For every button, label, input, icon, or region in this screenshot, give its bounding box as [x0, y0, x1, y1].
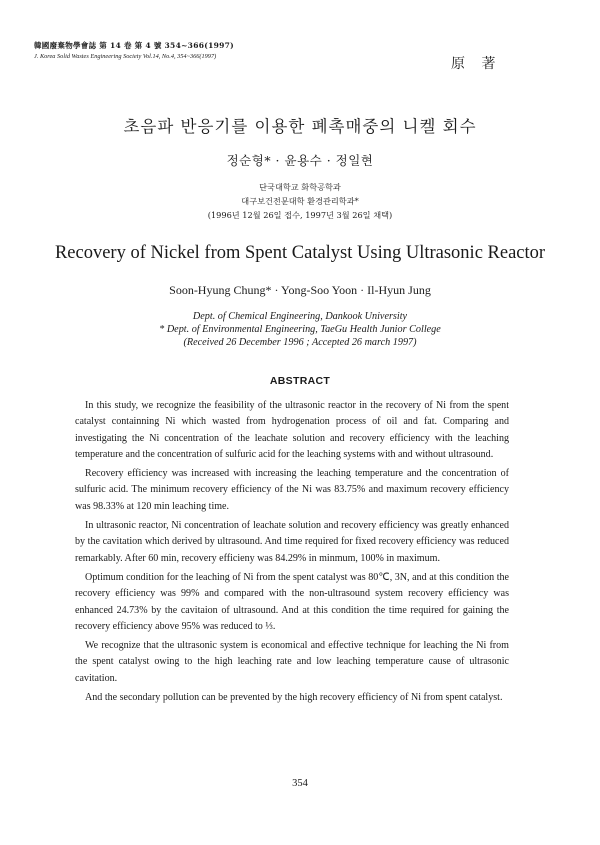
abstract-paragraph: In this study, we recognize the feasibility of the ultrasonic reactor in the recovery of Ni from the spent catalyst containning Ni which wasted from hydrogenation process of oil and fat. Comparing and investigating the Ni concentration of the leachate solution and recovery efficiency with the leaching temperature and the concentration of sulfuric acid for the leaching systems with and without ultrasound.	[75, 400, 509, 460]
korean-affiliation-2: 대구보건전문대학 환경관리학과*	[241, 196, 359, 206]
korean-authors: 정순형* · 윤용수 · 정일현	[226, 153, 374, 168]
abstract-paragraph: In ultrasonic reactor, Ni concentration of leachate solution and recovery efficiency was greatly enhanced by the cavitation which derived by ultrasound. And time required for fixed recovery efficiency was reduced remarkably. After 60 min, recovery efficieny was 84.29% in minmum, 100% in maximum.	[75, 520, 509, 564]
korean-affiliation-1: 단국대학교 화학공학과	[259, 182, 341, 192]
abstract-body	[75, 398, 509, 706]
journal-citation-english: J. Korea Solid Wastes Engineering Society Vol.14, No.4, 354~366(1997)	[34, 53, 217, 60]
page-number: 354	[292, 778, 308, 789]
english-dates: (Received 26 December 1996 ; Accepted 26 march 1997)	[183, 337, 417, 348]
abstract-paragraph: Optimum condition for the leaching of Ni from the spent catalyst was 80℃, 3N, and at this condition the recovery efficiency was 99% and compared with the non-ultrasound system recovery efficiency was enhanced 24.73% by the cavitaion of ultrasound. And at this condition the time required for gaining the recovery efficiency above 95% was reduced to ⅓.	[75, 571, 509, 632]
english-affiliation-2: * Dept. of Environmental Engineering, TaeGu Health Junior College	[159, 324, 441, 335]
journal-citation-korean: 韓國廢棄物學會誌 第 14 卷 第 4 號 354~366(1997)	[34, 41, 234, 50]
abstract-paragraph: Recovery efficiency was increased with increasing the leaching temperature and the concentration of sulfuric acid. The minimum recovery efficiency of the Ni was 83.75% and maximum recovery efficiency was 98.33% at 120 min leaching time.	[75, 468, 509, 512]
english-authors: Soon-Hyung Chung* · Yong-Soo Yoon · Il-Hyun Jung	[169, 283, 431, 297]
abstract-heading: ABSTRACT	[269, 375, 331, 387]
abstract-paragraph: And the secondary pollution can be prevented by the high recovery efficiency of Ni from spent catalyst.	[85, 692, 503, 704]
article-type-label: 原 著	[451, 56, 502, 72]
journal-header	[34, 40, 454, 60]
korean-title: 초음파 반응기를 이용한 폐촉매중의 니켈 회수	[123, 117, 477, 136]
english-affiliation-1: Dept. of Chemical Engineering, Dankook University	[192, 311, 408, 322]
abstract-paragraph: We recognize that the ultrasonic system is economical and effective technique for leaching the Ni from the spent catalyst owing to the high leaching rate and low leaching temperature cause of ultrasonic cavitation.	[75, 640, 509, 684]
english-title: Recovery of Nickel from Spent Catalyst Using Ultrasonic Reactor	[54, 243, 546, 263]
korean-dates: (1996년 12월 26일 접수, 1997년 3월 26일 채택)	[207, 210, 393, 220]
